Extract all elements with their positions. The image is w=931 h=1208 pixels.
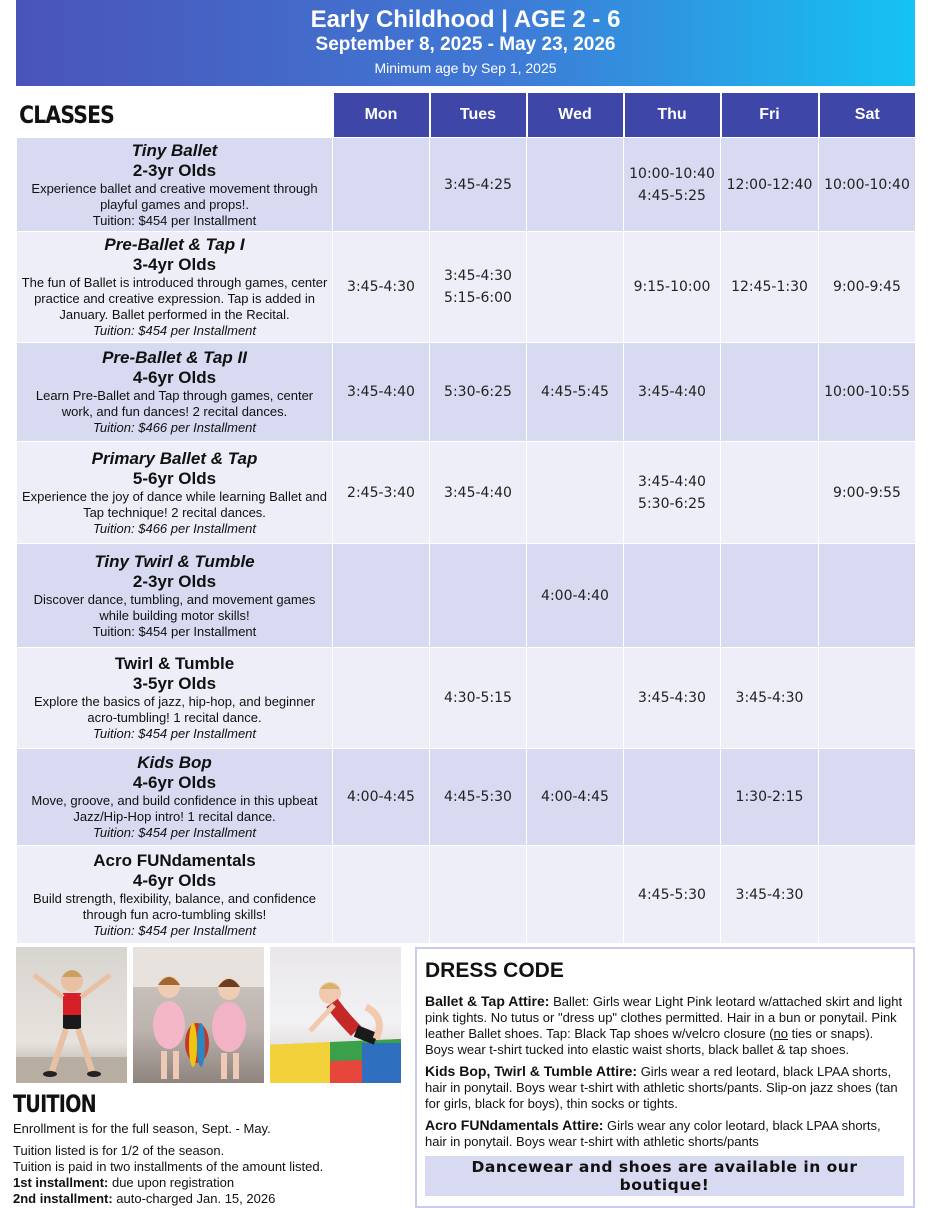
- class-tuition: Tuition: $454 per Installment: [92, 212, 257, 228]
- class-name: Kids Bop: [137, 753, 212, 772]
- tuition-heading: TUITION: [13, 1090, 96, 1118]
- class-row: [17, 749, 916, 846]
- class-row: [17, 648, 916, 749]
- class-row: [17, 544, 916, 648]
- class-name: Pre-Ballet & Tap I: [104, 235, 245, 254]
- time-slot: 1:30-2:15: [735, 789, 804, 805]
- class-description: Discover dance, tumbling, and movement games while building motor skills!: [33, 591, 316, 623]
- time-slot: 3:45-4:40: [638, 384, 706, 400]
- class-name: Twirl & Tumble: [114, 654, 235, 673]
- time-cell-sat: [819, 846, 916, 944]
- class-info-cell: [17, 138, 333, 232]
- class-age: 2-3yr Olds: [132, 160, 217, 180]
- class-age: 5-6yr Olds: [132, 468, 217, 488]
- time-slot: 5:30-6:25: [638, 495, 706, 512]
- time-cell-tues: [430, 749, 527, 846]
- time-slot: 9:00-9:55: [833, 484, 901, 501]
- time-slot: 2:45-3:40: [347, 484, 415, 501]
- first-installment-label: 1st installment:: [13, 1175, 109, 1190]
- time-slot: 4:00-4:40: [541, 587, 609, 604]
- time-slot: 4:00-4:45: [347, 789, 415, 805]
- class-row: [17, 232, 916, 343]
- ballet-tap-attire: [425, 993, 904, 1058]
- time-slot: 5:30-6:25: [444, 384, 512, 400]
- time-cell-mon: [333, 442, 430, 544]
- day-header-thu: Thu: [624, 93, 721, 138]
- time-cell-wed: [527, 343, 624, 442]
- day-header-tues: Tues: [430, 93, 527, 138]
- time-cell-sat: [819, 544, 916, 648]
- class-tuition: Tuition: $454 per Installment: [92, 726, 257, 741]
- time-slot: 3:45-4:40: [347, 384, 415, 400]
- class-row: [17, 846, 916, 944]
- time-cell-wed: [527, 749, 624, 846]
- class-age: 3-5yr Olds: [132, 674, 217, 693]
- time-cell-sat: [819, 232, 916, 343]
- time-slot: 3:45-4:25: [444, 176, 512, 193]
- time-slot: 4:45-5:25: [638, 187, 706, 204]
- acro-attire-text: Girls wear any color leotard, black LPAA shorts, hair in ponytail. Boys wear t-shirt with athletic shorts/pants: [425, 1118, 881, 1149]
- time-cell-thu: [624, 846, 721, 944]
- page-title: Early Childhood | AGE 2 - 6: [310, 6, 621, 33]
- time-cell-tues: [430, 648, 527, 749]
- dress-code-panel: [415, 947, 915, 1208]
- class-name: Tiny Twirl & Tumble: [94, 551, 255, 571]
- class-description: Explore the basics of jazz, hip-hop, and beginner acro-tumbling! 1 recital dance.: [33, 694, 316, 725]
- time-cell-fri: [721, 232, 819, 343]
- class-age: 3-4yr Olds: [132, 255, 217, 274]
- ballet-tap-attire-text-b: ties or snaps). Boys wear t-shirt tucked into elastic waist shorts, black ballet & tap shoes.: [425, 1026, 874, 1057]
- time-cell-mon: [333, 544, 430, 648]
- ballet-tap-attire-label: Ballet & Tap Attire:: [425, 993, 550, 1009]
- time-cell-wed: [527, 544, 624, 648]
- time-slot: 3:45-4:40: [638, 473, 706, 490]
- tuition-info: [13, 1121, 408, 1207]
- time-cell-mon: [333, 343, 430, 442]
- first-installment-text: due upon registration: [108, 1175, 235, 1190]
- acro-attire-label: Acro FUNdamentals Attire:: [425, 1117, 604, 1133]
- second-installment-text: auto-charged Jan. 15, 2026: [112, 1191, 276, 1206]
- time-cell-thu: [624, 749, 721, 846]
- time-slot: 3:45-4:30: [347, 279, 415, 295]
- tuition-first-installment: [13, 1175, 408, 1191]
- kids-bop-attire-label: Kids Bop, Twirl & Tumble Attire:: [425, 1063, 638, 1079]
- day-header-sat: Sat: [819, 93, 916, 138]
- day-header-fri: Fri: [721, 93, 819, 138]
- time-cell-tues: [430, 343, 527, 442]
- tuition-installments-line: Tuition is paid in two installments of the amount listed.: [13, 1159, 324, 1174]
- time-slot: 3:45-4:30: [735, 886, 804, 903]
- class-name: Primary Ballet & Tap: [91, 448, 258, 468]
- time-cell-thu: [624, 648, 721, 749]
- time-slot: 10:00-10:40: [824, 176, 910, 193]
- schedule-header-row: [17, 93, 916, 138]
- class-row: [17, 343, 916, 442]
- acro-attire: [425, 1117, 904, 1150]
- class-description: Experience the joy of dance while learning Ballet and Tap technique! 2 recital dances.: [22, 488, 327, 520]
- day-header-wed: Wed: [527, 93, 624, 138]
- time-cell-thu: [624, 138, 721, 232]
- time-slot: 4:45-5:30: [444, 789, 512, 805]
- time-cell-mon: [333, 648, 430, 749]
- time-slot: 3:45-4:40: [444, 484, 512, 501]
- class-info-cell: [17, 544, 333, 648]
- class-age: 4-6yr Olds: [132, 773, 217, 792]
- time-slot: 9:00-9:45: [833, 279, 901, 295]
- class-tuition: Tuition: $454 per Installment: [92, 922, 257, 938]
- time-cell-wed: [527, 138, 624, 232]
- time-slot: 4:45-5:30: [638, 886, 706, 903]
- class-info-cell: [17, 846, 333, 944]
- time-cell-thu: [624, 544, 721, 648]
- time-slot: 3:45-4:30: [444, 268, 512, 284]
- dancer-photo-red-leotard: [16, 947, 127, 1083]
- time-cell-mon: [333, 846, 430, 944]
- class-tuition: Tuition: $466 per Installment: [92, 420, 257, 435]
- time-slot: 3:45-4:30: [735, 690, 804, 706]
- kids-bop-attire: [425, 1063, 904, 1112]
- class-row: [17, 138, 916, 232]
- time-cell-fri: [721, 749, 819, 846]
- time-slot: 12:00-12:40: [726, 176, 813, 193]
- class-tuition: Tuition: $454 per Installment: [92, 623, 257, 639]
- time-cell-thu: [624, 343, 721, 442]
- time-slot: 4:00-4:45: [541, 789, 609, 805]
- time-cell-wed: [527, 442, 624, 544]
- class-name: Pre-Ballet & Tap II: [102, 348, 247, 367]
- season-dates: September 8, 2025 - May 23, 2026: [315, 34, 616, 55]
- class-description: Experience ballet and creative movement through playful games and props!.: [31, 180, 318, 212]
- time-cell-sat: [819, 648, 916, 749]
- time-cell-thu: [624, 442, 721, 544]
- dress-code-heading: DRESS CODE: [425, 959, 564, 982]
- time-cell-fri: [721, 343, 819, 442]
- tuition-half-season-line: Tuition listed is for 1/2 of the season.: [13, 1143, 225, 1158]
- time-cell-tues: [430, 846, 527, 944]
- time-slot: 12:45-1:30: [731, 279, 808, 295]
- day-header-mon: Mon: [333, 93, 430, 138]
- class-row: [17, 442, 916, 544]
- tuition-second-installment: [13, 1191, 408, 1207]
- time-cell-fri: [721, 846, 819, 944]
- class-age: 4-6yr Olds: [132, 870, 217, 890]
- kids-bop-attire-text: Girls wear a red leotard, black LPAA shorts, hair in ponytail. Boys wear t-shirt with athletic shorts/pants. Slip-on jazz shoes (tan for girls, black for boys), thin socks or tights.: [425, 1064, 898, 1111]
- schedule-body: [17, 138, 916, 944]
- time-cell-tues: [430, 232, 527, 343]
- ballet-tap-attire-no: no: [773, 1026, 788, 1041]
- class-tuition: Tuition: $466 per Installment: [92, 520, 257, 536]
- class-description: Move, groove, and build confidence in this upbeat Jazz/Hip-Hop intro! 1 recital dance.: [31, 793, 318, 824]
- class-name: Tiny Ballet: [131, 140, 218, 160]
- dancers-photo-pink-tutus: [133, 947, 264, 1083]
- class-info-cell: [17, 442, 333, 544]
- time-cell-sat: [819, 343, 916, 442]
- time-cell-sat: [819, 749, 916, 846]
- time-cell-tues: [430, 442, 527, 544]
- boutique-banner: Dancewear and shoes are available in our boutique!: [425, 1156, 904, 1196]
- page-header: [16, 0, 915, 86]
- time-cell-mon: [333, 232, 430, 343]
- time-cell-fri: [721, 544, 819, 648]
- time-cell-fri: [721, 648, 819, 749]
- time-slot: 5:15-6:00: [444, 290, 512, 306]
- class-description: The fun of Ballet is introduced through games, center practice and creative expression. Tap is added in January. Ballet performed in the Recital.: [21, 275, 328, 322]
- time-cell-wed: [527, 232, 624, 343]
- time-cell-sat: [819, 138, 916, 232]
- time-slot: 10:00-10:55: [824, 384, 910, 400]
- time-slot: 4:45-5:45: [541, 384, 609, 400]
- classes-heading: CLASSES: [17, 93, 286, 138]
- second-installment-label: 2nd installment:: [13, 1191, 113, 1206]
- time-cell-mon: [333, 749, 430, 846]
- time-cell-mon: [333, 138, 430, 232]
- minimum-age-note: Minimum age by Sep 1, 2025: [374, 60, 557, 76]
- class-info-cell: [17, 232, 333, 343]
- class-tuition: Tuition: $454 per Installment: [92, 825, 257, 840]
- time-cell-sat: [819, 442, 916, 544]
- class-tuition: Tuition: $454 per Installment: [92, 323, 257, 338]
- time-cell-tues: [430, 544, 527, 648]
- dancer-photo-tumbling-mat: [270, 947, 401, 1083]
- time-cell-tues: [430, 138, 527, 232]
- class-schedule-table: [16, 92, 916, 944]
- class-info-cell: [17, 749, 333, 846]
- time-cell-wed: [527, 648, 624, 749]
- class-name: Acro FUNdamentals: [93, 850, 256, 870]
- time-cell-fri: [721, 442, 819, 544]
- class-description: Build strength, flexibility, balance, and confidence through fun acro-tumbling skills!: [32, 890, 317, 922]
- tuition-enrollment-line: Enrollment is for the full season, Sept. - May.: [13, 1121, 271, 1136]
- class-description: Learn Pre-Ballet and Tap through games, center work, and fun dances! 2 recital dances.: [35, 388, 314, 419]
- time-cell-wed: [527, 846, 624, 944]
- class-age: 4-6yr Olds: [132, 368, 217, 387]
- time-slot: 3:45-4:30: [638, 690, 706, 706]
- time-slot: 10:00-10:40: [629, 165, 715, 182]
- time-cell-fri: [721, 138, 819, 232]
- ballet-tap-attire-text-a: Ballet: Girls wear Light Pink leotard w/attached skirt and light pink tights. No tutus or "dress up" clothes permitted. Hair in a bun or ponytail. Pink leather Ballet shoes. Tap: Black Tap shoes w/velcro closure (: [425, 994, 903, 1041]
- class-info-cell: [17, 343, 333, 442]
- time-slot: 4:30-5:15: [444, 690, 512, 706]
- class-age: 2-3yr Olds: [132, 571, 217, 591]
- class-info-cell: [17, 648, 333, 749]
- time-cell-thu: [624, 232, 721, 343]
- time-slot: 9:15-10:00: [633, 279, 711, 295]
